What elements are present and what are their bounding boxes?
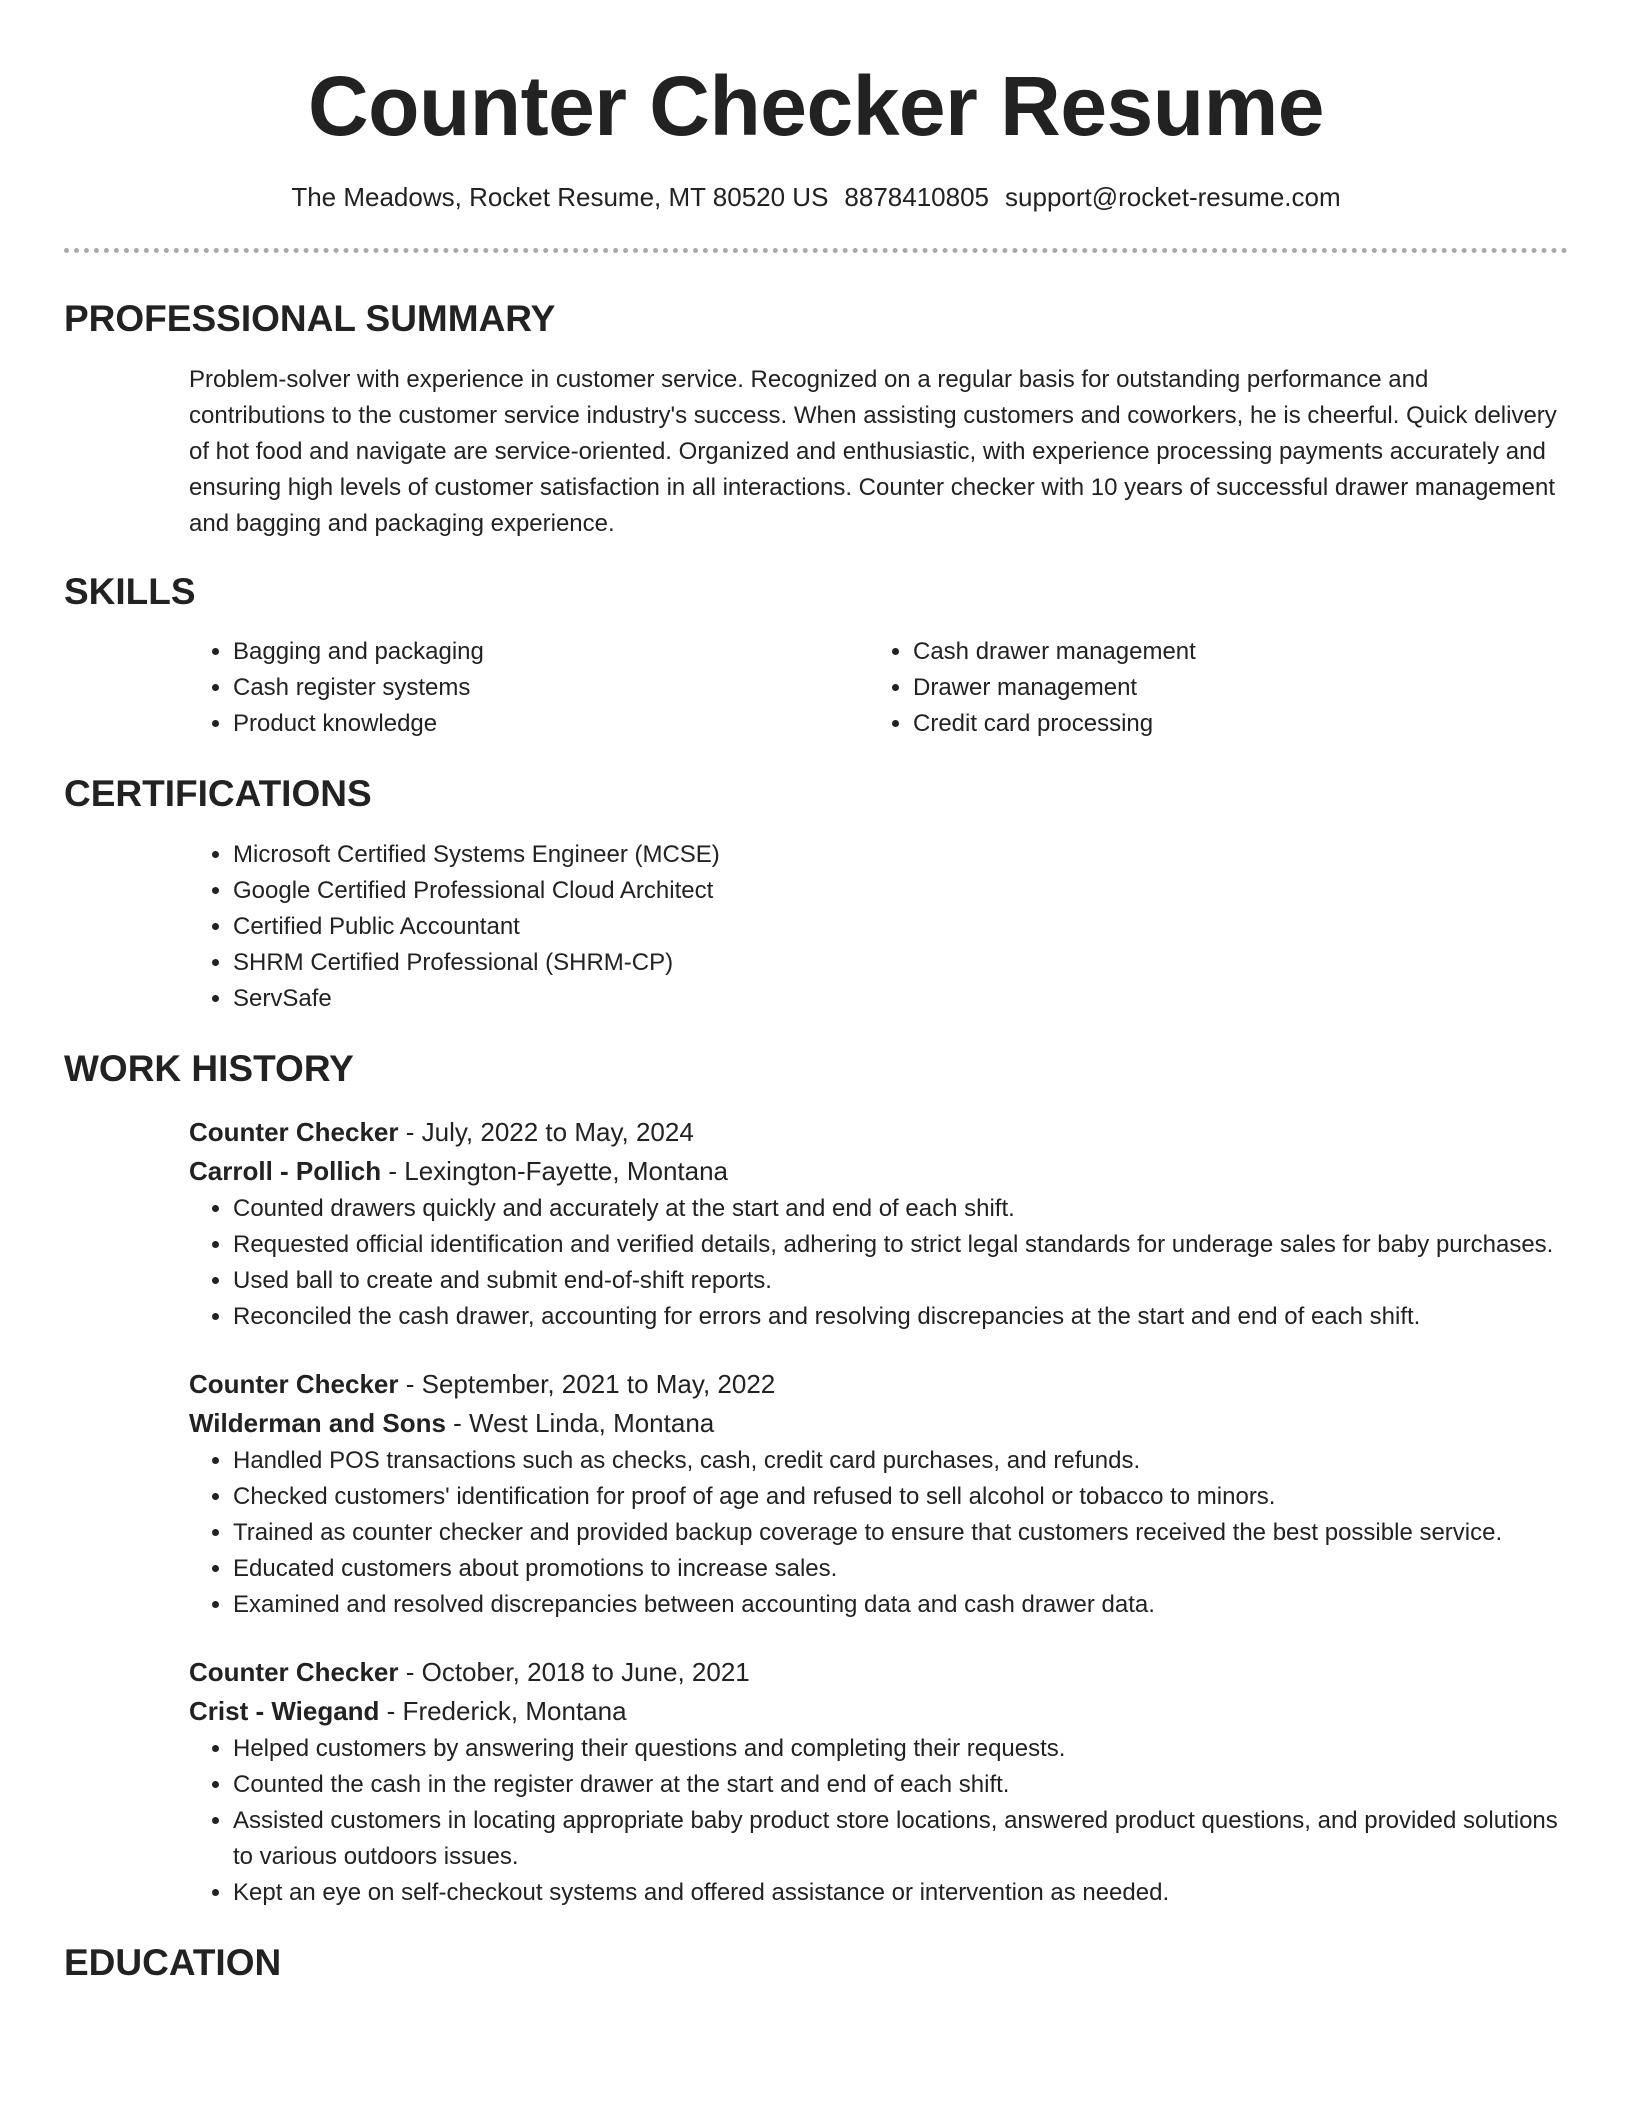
job-bullets — [189, 1443, 1568, 1623]
certifications-body — [189, 837, 1568, 1017]
summary-body — [189, 362, 1568, 542]
job-location: - Frederick, Montana — [379, 1695, 627, 1726]
job-title: Counter Checker — [189, 1656, 399, 1687]
job-title: Counter Checker — [189, 1368, 399, 1399]
job-entry — [189, 1653, 1568, 1911]
job-company-line — [189, 1152, 1568, 1191]
job-bullet: • Handled POS transactions such as checks, cash, credit card purchases, and refunds. — [233, 1443, 1568, 1479]
certification-item: • Microsoft Certified Systems Engineer (MCSE) — [233, 837, 1568, 873]
header-divider — [64, 248, 1568, 253]
education-section — [64, 1941, 1568, 1985]
job-bullet: • Checked customers' identification for proof of age and refused to sell alcohol or tobacco to minors. — [233, 1479, 1568, 1515]
summary-section — [64, 297, 1568, 541]
job-bullet: • Examined and resolved discrepancies between accounting data and cash drawer data. — [233, 1587, 1568, 1623]
job-bullet: • Kept an eye on self-checkout systems and offered assistance or intervention as needed. — [233, 1875, 1568, 1911]
certifications-heading: CERTIFICATIONS — [64, 773, 372, 815]
certifications-section — [64, 772, 1568, 1016]
job-bullets — [189, 1191, 1568, 1335]
summary-heading: PROFESSIONAL SUMMARY — [64, 298, 556, 340]
job-bullet: • Helped customers by answering their questions and completing their requests. — [233, 1731, 1568, 1767]
contact-line — [64, 181, 1568, 215]
certification-item: • ServSafe — [233, 981, 1568, 1017]
job-bullet: • Requested official identification and verified details, adhering to strict legal standards for underage sales for baby purchases. — [233, 1227, 1568, 1263]
contact-phone: 8878410805 — [844, 181, 990, 212]
job-bullets — [189, 1731, 1568, 1911]
job-entry — [189, 1113, 1568, 1335]
resume-title: Counter Checker Resume — [308, 59, 1324, 153]
certification-item: • Certified Public Accountant — [233, 909, 1568, 945]
skills-column-right — [869, 634, 1549, 742]
skills-grid — [189, 634, 1568, 742]
job-bullet: • Used ball to create and submit end-of-shift reports. — [233, 1263, 1568, 1299]
certification-item: • SHRM Certified Professional (SHRM-CP) — [233, 945, 1568, 981]
job-bullet: • Counted drawers quickly and accurately at the start and end of each shift. — [233, 1191, 1568, 1227]
job-dates: - July, 2022 to May, 2024 — [398, 1116, 694, 1147]
contact-email[interactable]: support@rocket-resume.com — [1005, 181, 1341, 212]
skill-item: • Cash drawer management — [913, 634, 1549, 670]
job-company-line — [189, 1692, 1568, 1731]
job-location: - West Linda, Montana — [445, 1407, 715, 1438]
skills-heading: SKILLS — [64, 570, 196, 612]
skills-section — [64, 570, 1568, 742]
summary-text: Problem-solver with experience in customer service. Recognized on a regular basis for outstanding performance and contributions to the customer service industry's success. When assisting customers and coworkers, he is cheerful. Quick delivery of hot food and navigate are service-oriented. Organized and enthusiastic, with experience processing payments accurately and ensuring high levels of customer satisfaction in all interactions. Counter checker with 10 years of successful drawer management and bagging and packaging experience. — [189, 365, 1557, 537]
job-location: - Lexington-Fayette, Montana — [381, 1155, 729, 1186]
contact-address: The Meadows, Rocket Resume, MT 80520 US — [291, 181, 829, 212]
skill-item: • Credit card processing — [913, 706, 1549, 742]
education-heading: EDUCATION — [64, 1941, 282, 1983]
job-company: Crist - Wiegand — [189, 1695, 380, 1726]
work-history-section — [64, 1047, 1568, 1911]
job-company: Wilderman and Sons — [189, 1407, 446, 1438]
job-entry — [189, 1365, 1568, 1623]
job-bullet: • Trained as counter checker and provided backup coverage to ensure that customers received the best possible service. — [233, 1515, 1568, 1551]
skill-item: • Bagging and packaging — [233, 634, 869, 670]
job-bullet: • Educated customers about promotions to increase sales. — [233, 1551, 1568, 1587]
job-company-line — [189, 1404, 1568, 1443]
job-title: Counter Checker — [189, 1116, 399, 1147]
job-dates: - September, 2021 to May, 2022 — [398, 1368, 776, 1399]
skill-item: • Cash register systems — [233, 670, 869, 706]
job-dates: - October, 2018 to June, 2021 — [398, 1656, 750, 1687]
work-history-heading: WORK HISTORY — [64, 1047, 354, 1089]
job-title-line — [189, 1113, 1568, 1152]
job-title-line — [189, 1653, 1568, 1692]
job-company: Carroll - Pollich — [189, 1155, 382, 1186]
resume-page — [64, 0, 1568, 1985]
certification-item: • Google Certified Professional Cloud Architect — [233, 873, 1568, 909]
skill-item: • Drawer management — [913, 670, 1549, 706]
skill-item: • Product knowledge — [233, 706, 869, 742]
job-bullet: • Assisted customers in locating appropriate baby product store locations, answered product questions, and provided solutions to various outdoors issues. — [233, 1803, 1568, 1875]
skills-column-left — [189, 634, 869, 742]
job-bullet: • Counted the cash in the register drawer at the start and end of each shift. — [233, 1767, 1568, 1803]
job-bullet: • Reconciled the cash drawer, accounting for errors and resolving discrepancies at the start and end of each shift. — [233, 1299, 1568, 1335]
job-title-line — [189, 1365, 1568, 1404]
